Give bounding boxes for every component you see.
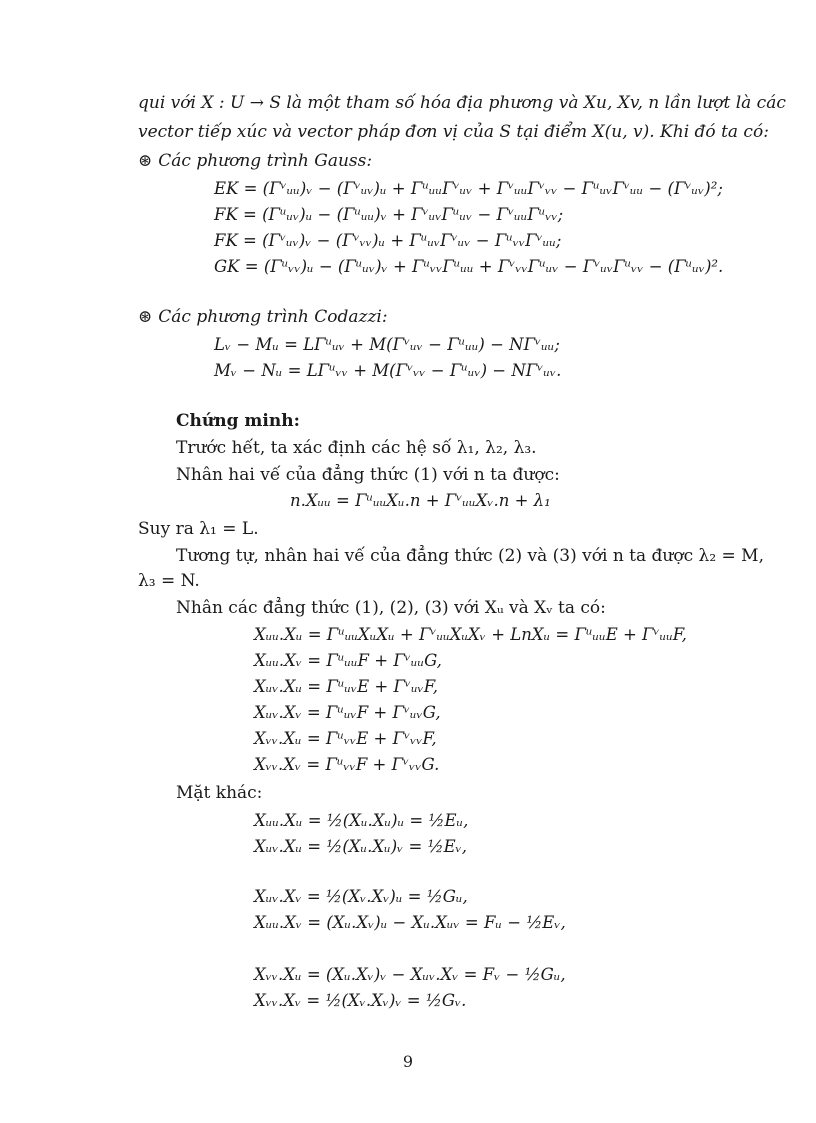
gauss-equation-3: FK = (Γᵛᵤᵥ)ᵥ − (Γᵛᵥᵥ)ᵤ + ΓᵘᵤᵥΓᵛᵤᵥ − ΓᵘᵥᵥΓᵛᵤᵤ; [214,231,562,250]
derivative-equation-1: Xᵤᵤ.Xᵤ = ½(Xᵤ.Xᵤ)ᵤ = ½Eᵤ, [254,811,469,830]
codazzi-equation-2: Mᵥ − Nᵤ = LΓᵘᵥᵥ + M(Γᵛᵥᵥ − Γᵘᵤᵥ) − NΓᵛᵤᵥ. [214,361,562,380]
derivative-equation-6: Xᵥᵥ.Xᵥ = ½(Xᵥ.Xᵥ)ᵥ = ½Gᵥ. [254,991,467,1010]
codazzi-heading: Các phương trình Codazzi: [158,307,388,327]
proof-paragraph-4a: Tương tự, nhân hai vế của đẳng thức (2) và (3) với n ta được λ₂ = M, [176,546,764,566]
dot-product-equation-1: Xᵤᵤ.Xᵤ = ΓᵘᵤᵤXᵤXᵤ + ΓᵛᵤᵤXᵤXᵥ + LnXᵤ = ΓᵘᵤᵤE + ΓᵛᵤᵤF, [254,625,687,644]
proof-heading: Chứng minh: [176,411,300,431]
intro-line-2: vector tiếp xúc và vector pháp đơn vị của S tại điểm X(u, v). Khi đó ta có: [138,122,769,142]
intro-line-1: qui với X : U → S là một tham số hóa địa phương và Xu, Xv, n lần lượt là các [138,93,786,113]
gauss-equation-2: FK = (Γᵘᵤᵥ)ᵤ − (Γᵘᵤᵤ)ᵥ + ΓᵛᵤᵥΓᵘᵤᵥ − ΓᵛᵤᵤΓᵘᵥᵥ; [214,205,564,224]
gauss-equation-1: EK = (Γᵛᵤᵤ)ᵥ − (Γᵛᵤᵥ)ᵤ + ΓᵘᵤᵤΓᵛᵤᵥ + ΓᵛᵤᵤΓᵛᵥᵥ − ΓᵘᵤᵥΓᵛᵤᵤ − (Γᵛᵤᵥ)²; [214,179,723,198]
derivative-equation-2: Xᵤᵥ.Xᵤ = ½(Xᵤ.Xᵤ)ᵥ = ½Eᵥ, [254,837,468,856]
gauss-heading: Các phương trình Gauss: [158,151,373,171]
dot-product-equation-4: Xᵤᵥ.Xᵥ = ΓᵘᵤᵥF + ΓᵛᵤᵥG, [254,703,441,722]
codazzi-heading-line [138,306,388,328]
dot-product-equation-3: Xᵤᵥ.Xᵤ = ΓᵘᵤᵥE + ΓᵛᵤᵥF, [254,677,438,696]
dot-product-equation-5: Xᵥᵥ.Xᵤ = ΓᵘᵥᵥE + ΓᵛᵥᵥF, [254,729,437,748]
proof-paragraph-2: Nhân hai vế của đẳng thức (1) với n ta được: [176,465,560,485]
proof-paragraph-5: Nhân các đẳng thức (1), (2), (3) với Xᵤ và Xᵥ ta có: [176,598,606,618]
gauss-equation-4: GK = (Γᵘᵥᵥ)ᵤ − (Γᵘᵤᵥ)ᵥ + ΓᵘᵥᵥΓᵘᵤᵤ + ΓᵛᵥᵥΓᵘᵤᵥ − ΓᵛᵤᵥΓᵘᵥᵥ − (Γᵘᵤᵥ)². [214,257,724,276]
bullet-symbol: ⊛ [138,151,153,171]
codazzi-equation-1: Lᵥ − Mᵤ = LΓᵘᵤᵥ + M(Γᵛᵤᵥ − Γᵘᵤᵤ) − NΓᵛᵤᵤ; [214,335,560,354]
derivative-equation-4: Xᵤᵤ.Xᵥ = (Xᵤ.Xᵥ)ᵤ − Xᵤ.Xᵤᵥ = Fᵤ − ½Eᵥ, [254,913,566,932]
proof-paragraph-4b: λ₃ = N. [138,571,200,591]
proof-paragraph-6: Mặt khác: [176,783,263,803]
page-number: 9 [402,1052,414,1071]
bullet-symbol: ⊛ [138,307,153,327]
dot-product-equation-6: Xᵥᵥ.Xᵥ = ΓᵘᵥᵥF + ΓᵛᵥᵥG. [254,755,440,774]
dot-product-equation-2: Xᵤᵤ.Xᵥ = ΓᵘᵤᵤF + ΓᵛᵤᵤG, [254,651,442,670]
proof-paragraph-1: Trước hết, ta xác định các hệ số λ₁, λ₂, λ₃. [176,438,537,458]
derivative-equation-3: Xᵤᵥ.Xᵥ = ½(Xᵥ.Xᵥ)ᵤ = ½Gᵤ, [254,887,468,906]
proof-paragraph-3: Suy ra λ₁ = L. [138,519,259,539]
derivative-equation-5: Xᵥᵥ.Xᵤ = (Xᵤ.Xᵥ)ᵥ − Xᵤᵥ.Xᵥ = Fᵥ − ½Gᵤ, [254,965,566,984]
proof-equation-1: n.Xᵤᵤ = ΓᵘᵤᵤXᵤ.n + ΓᵛᵤᵤXᵥ.n + λ₁ [290,491,551,510]
gauss-heading-line [138,150,372,172]
